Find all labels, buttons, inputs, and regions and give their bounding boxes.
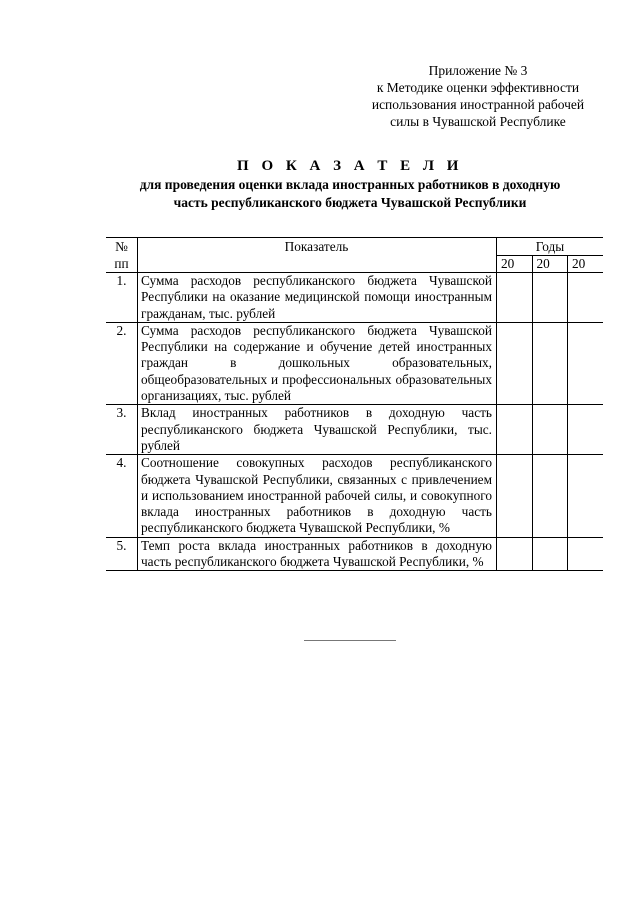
row-number: 3.	[106, 405, 138, 455]
row-number: 2.	[106, 322, 138, 404]
table-row	[106, 405, 603, 455]
year-value-cell	[568, 322, 604, 404]
year-value-cell	[532, 322, 568, 404]
appendix-title: Приложение № 3	[428, 63, 528, 78]
indicators-table	[106, 237, 603, 571]
indicator-text: Соотношение совокупных расходов республиканского бюджета Чувашской Республики, связанных с привлечением и использованием иностранной рабочей силы, и совокупного вклада иностранных работников в доходную часть республиканского бюджета Чувашской Республики, %	[138, 455, 497, 537]
year-header: 20	[497, 256, 533, 273]
col-indicator-subheader	[138, 256, 497, 273]
year-value-cell	[497, 537, 533, 571]
year-value-cell	[532, 273, 568, 323]
year-value-cell	[532, 455, 568, 537]
year-value-cell	[568, 455, 604, 537]
table-header-row	[106, 256, 603, 273]
row-number: 1.	[106, 273, 138, 323]
indicator-text: Вклад иностранных работников в доходную часть республиканского бюджета Чувашской Республики, тыс. рублей	[138, 405, 497, 455]
table-row	[106, 273, 603, 323]
document-title: П О К А З А Т Е Л И	[237, 158, 463, 174]
year-header: 20	[532, 256, 568, 273]
appendix-line: силы в Чувашской Республике	[390, 114, 566, 129]
year-value-cell	[568, 537, 604, 571]
year-value-cell	[497, 455, 533, 537]
year-value-cell	[497, 405, 533, 455]
table-row	[106, 455, 603, 537]
col-years-header: Годы	[497, 238, 604, 256]
document-subtitle: часть республиканского бюджета Чувашской Республики	[173, 195, 527, 210]
appendix-line: к Методике оценки эффективности	[376, 80, 580, 95]
table-header-row	[106, 238, 603, 256]
year-value-cell	[532, 405, 568, 455]
row-number: 4.	[106, 455, 138, 537]
closing-rule	[304, 640, 396, 641]
col-num-header: №	[106, 238, 138, 256]
appendix-line: использования иностранной рабочей	[371, 97, 585, 112]
year-value-cell	[568, 273, 604, 323]
table-row	[106, 322, 603, 404]
table-row	[106, 537, 603, 571]
year-value-cell	[568, 405, 604, 455]
indicator-text: Сумма расходов республиканского бюджета Чувашской Республики на содержание и обучение детей иностранных граждан в дошкольных образовательных, общеобразовательных и профессиональных образовательных организациях, тыс. рублей	[138, 322, 497, 404]
appendix-header	[340, 62, 616, 130]
year-value-cell	[532, 537, 568, 571]
document-heading	[60, 157, 640, 211]
row-number: 5.	[106, 537, 138, 571]
indicator-text: Темп роста вклада иностранных работников в доходную часть республиканского бюджета Чувашской Республики, %	[138, 537, 497, 571]
document-subtitle: для проведения оценки вклада иностранных работников в доходную	[139, 177, 561, 192]
year-value-cell	[497, 322, 533, 404]
col-num-subheader: пп	[106, 256, 138, 273]
col-indicator-header: Показатель	[138, 238, 497, 256]
year-header: 20	[572, 256, 586, 271]
indicator-text: Сумма расходов республиканского бюджета Чувашской Республики на оказание медицинской помощи иностранным гражданам, тыс. рублей	[138, 273, 497, 323]
year-value-cell	[497, 273, 533, 323]
